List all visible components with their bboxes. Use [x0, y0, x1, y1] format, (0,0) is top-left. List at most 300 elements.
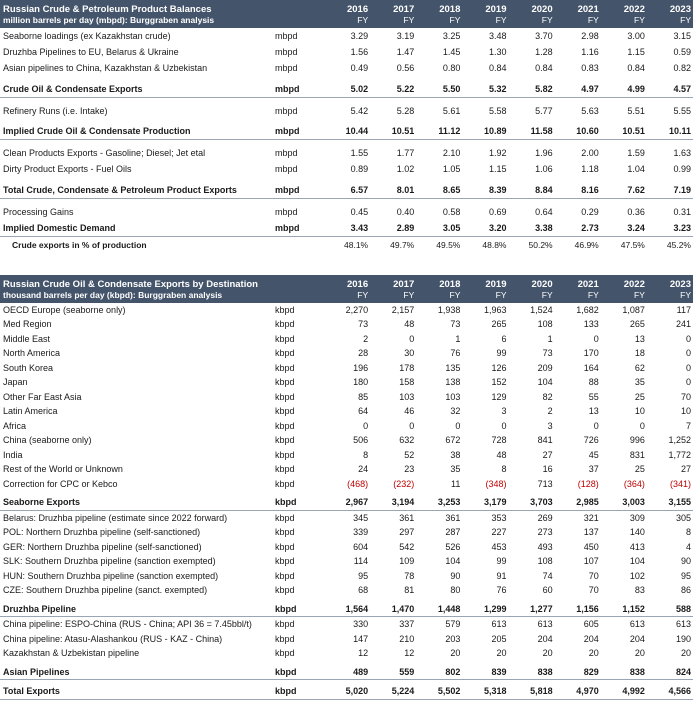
table-row	[0, 404, 693, 419]
cell-value: 86	[680, 585, 691, 596]
cell-value: 11.58	[509, 123, 555, 139]
period-header: FY	[647, 290, 693, 303]
cell-value: 265	[491, 319, 507, 330]
table-title: Russian Crude Oil & Condensate Exports by Destination	[0, 275, 272, 290]
cell-value: 339	[353, 527, 369, 538]
cell-value: 109	[399, 556, 415, 567]
table-row	[0, 346, 693, 361]
table-row	[0, 103, 693, 119]
cell-value: 3.25	[442, 30, 461, 41]
cell-value: 1.77	[396, 148, 415, 159]
cell-value: 107	[583, 556, 599, 567]
cell-value: 632	[399, 435, 415, 446]
cell-value: 838	[601, 665, 647, 680]
cell-value: 1.02	[396, 164, 415, 175]
table-row	[0, 332, 693, 347]
cell-value: 0.69	[488, 206, 507, 217]
cell-value: 205	[491, 633, 507, 644]
cell-value: 16	[542, 464, 553, 475]
cell-value: 35	[634, 377, 645, 388]
cell-value: 64	[358, 406, 369, 417]
cell-value: 713	[537, 478, 553, 489]
cell-value: 20	[634, 648, 645, 659]
row-unit: kbpd	[275, 420, 295, 431]
cell-value: 20	[496, 648, 507, 659]
row-unit: kbpd	[272, 684, 324, 699]
cell-value: 108	[537, 319, 553, 330]
year-header: 2016	[324, 0, 370, 15]
cell-value: 526	[445, 541, 461, 552]
cell-value: 1.15	[627, 46, 645, 57]
year-header: 2021	[555, 275, 601, 290]
cell-value: 287	[445, 527, 461, 538]
cell-value: 0	[685, 377, 691, 388]
cell-value: 4,566	[647, 684, 693, 699]
year-header: 2017	[370, 0, 416, 15]
row-label: China (seaborne only)	[3, 435, 92, 446]
cell-value: 265	[629, 319, 645, 330]
table-row	[0, 204, 693, 220]
cell-value: 10.51	[370, 123, 416, 139]
table-row	[0, 617, 693, 632]
cell-value: 95	[680, 570, 691, 581]
cell-value: 672	[445, 435, 461, 446]
period-header: FY	[555, 290, 601, 303]
cell-value: 413	[629, 541, 645, 552]
cell-value: 588	[647, 602, 693, 617]
cell-value: 838	[509, 665, 555, 680]
row-unit: kbpd	[275, 449, 295, 460]
cell-value: 10.51	[601, 123, 647, 139]
cell-value: 196	[353, 362, 369, 373]
cell-value: 5.77	[535, 105, 553, 116]
row-label: Correction for CPC or Kebco	[3, 478, 118, 489]
table-row	[0, 540, 693, 555]
row-unit: kbpd	[275, 585, 295, 596]
cell-value: 1.56	[350, 46, 369, 57]
cell-value: 273	[537, 527, 553, 538]
cell-value: 27	[680, 464, 691, 475]
row-unit	[272, 236, 324, 252]
cell-value: 453	[491, 541, 507, 552]
table-row	[0, 583, 693, 598]
cell-value: 0	[363, 420, 369, 431]
table-total-row	[0, 81, 693, 97]
cell-value: 25	[634, 464, 645, 475]
cell-value: 27	[542, 449, 553, 460]
row-unit: kbpd	[272, 665, 324, 680]
cell-value: 3,703	[509, 495, 555, 510]
row-label: Japan	[3, 377, 28, 388]
cell-value: 8.01	[370, 182, 416, 198]
cell-value: 605	[583, 619, 599, 630]
cell-value: 1,564	[324, 602, 370, 617]
table-row	[0, 161, 693, 177]
table-row	[0, 60, 693, 76]
cell-value: 1.63	[673, 148, 691, 159]
cell-value: 829	[555, 665, 601, 680]
cell-value: 330	[353, 619, 369, 630]
cell-value: 1.28	[535, 46, 553, 57]
table-row	[0, 646, 693, 661]
cell-value: 353	[491, 512, 507, 523]
cell-value: 135	[445, 362, 461, 373]
row-label: HUN: Southern Druzhba pipeline (sanction exempted)	[3, 570, 219, 581]
row-label: Other Far East Asia	[3, 391, 82, 402]
cell-value: (232)	[393, 478, 415, 489]
cell-value: 5.28	[396, 105, 415, 116]
cell-value: 46.9%	[574, 239, 599, 250]
cell-value: 361	[399, 512, 415, 523]
cell-value: 337	[399, 619, 415, 630]
row-label: Crude exports in % of production	[12, 239, 147, 250]
cell-value: 13	[634, 333, 645, 344]
cell-value: 3,003	[601, 495, 647, 510]
cell-value: 190	[675, 633, 691, 644]
row-unit: mbpd	[275, 164, 298, 175]
cell-value: 0.84	[627, 62, 645, 73]
cell-value: 1,087	[622, 304, 645, 315]
row-unit: mbpd	[275, 30, 298, 41]
period-header: FY	[324, 290, 370, 303]
cell-value: 0.36	[627, 206, 645, 217]
cell-value: 613	[675, 619, 691, 630]
table-total-row	[0, 684, 693, 699]
cell-value: 1.96	[535, 148, 553, 159]
cell-value: 46	[404, 406, 415, 417]
year-header: 2019	[462, 275, 508, 290]
cell-value: 20	[450, 648, 461, 659]
cell-value: 1,152	[601, 602, 647, 617]
cell-value: 3.29	[350, 30, 369, 41]
row-unit: kbpd	[275, 633, 295, 644]
cell-value: 4.97	[555, 81, 601, 97]
year-header: 2019	[462, 0, 508, 15]
row-unit: kbpd	[275, 406, 295, 417]
table-row	[0, 236, 693, 252]
cell-value: 506	[353, 435, 369, 446]
cell-value: 493	[537, 541, 553, 552]
period-header: FY	[416, 290, 462, 303]
row-unit: mbpd	[272, 81, 324, 97]
cell-value: 158	[399, 377, 415, 388]
cell-value: 0.64	[535, 206, 553, 217]
cell-value: 3.70	[535, 30, 553, 41]
table-total-row	[0, 495, 693, 510]
cell-value: 30	[404, 348, 415, 359]
cell-value: 0.99	[673, 164, 691, 175]
cell-value: 8	[685, 527, 691, 538]
cell-value: 164	[583, 362, 599, 373]
table-row	[0, 303, 693, 318]
cell-value: 1.16	[581, 46, 599, 57]
cell-value: 99	[496, 556, 507, 567]
cell-value: 62	[634, 362, 645, 373]
cell-value: 0.84	[535, 62, 553, 73]
cell-value: 49.5%	[436, 239, 461, 250]
cell-value: 49.7%	[390, 239, 415, 250]
cell-value: 0.84	[488, 62, 507, 73]
row-unit: kbpd	[275, 478, 295, 489]
cell-value: 2.98	[581, 30, 599, 41]
cell-value: 5.22	[370, 81, 416, 97]
cell-value: 450	[583, 541, 599, 552]
cell-value: 1.05	[442, 164, 461, 175]
cell-value: 1.47	[396, 46, 415, 57]
row-label: Implied Domestic Demand	[0, 220, 272, 236]
period-header: FY	[462, 290, 508, 303]
cell-value: 5.42	[350, 105, 369, 116]
cell-value: 0	[685, 362, 691, 373]
row-label: Total Exports	[0, 684, 272, 699]
cell-value: 542	[399, 541, 415, 552]
cell-value: 0	[593, 420, 599, 431]
section-gap	[0, 253, 693, 275]
cell-value: 7.19	[647, 182, 693, 198]
cell-value: 24	[358, 464, 369, 475]
period-header: FY	[509, 290, 555, 303]
cell-value: 45	[588, 449, 599, 460]
cell-value: 996	[629, 435, 645, 446]
cell-value: 3.48	[488, 30, 507, 41]
period-header: FY	[601, 290, 647, 303]
cell-value: 3	[501, 406, 507, 417]
cell-value: 5.58	[488, 105, 507, 116]
cell-value: 321	[583, 512, 599, 523]
row-unit: mbpd	[275, 46, 298, 57]
table-total-row	[0, 665, 693, 680]
row-label: Dirty Product Exports - Fuel Oils	[3, 164, 132, 175]
row-unit: kbpd	[275, 648, 295, 659]
cell-value: 10.44	[324, 123, 370, 139]
table-row	[0, 145, 693, 161]
table-header-row	[0, 275, 693, 290]
cell-value: 25	[634, 391, 645, 402]
cell-value: 3.43	[324, 220, 370, 236]
cell-value: 6	[501, 333, 507, 344]
cell-value: 1,277	[509, 602, 555, 617]
cell-value: 3,194	[370, 495, 416, 510]
cell-value: 83	[634, 585, 645, 596]
row-label: CZE: Southern Druzhba pipeline (sanct. exempted)	[3, 585, 208, 596]
row-label: Implied Crude Oil & Condensate Production	[0, 123, 272, 139]
row-unit: mbpd	[275, 62, 298, 73]
cell-value: 38	[450, 449, 461, 460]
table-row	[0, 317, 693, 332]
cell-value: 28	[358, 348, 369, 359]
cell-value: 152	[491, 377, 507, 388]
row-unit: mbpd	[272, 220, 324, 236]
cell-value: 5.32	[462, 81, 508, 97]
cell-value: 85	[358, 391, 369, 402]
cell-value: 103	[445, 391, 461, 402]
cell-value: 114	[353, 556, 369, 567]
row-unit: kbpd	[272, 495, 324, 510]
cell-value: 117	[676, 304, 691, 315]
cell-value: 269	[537, 512, 553, 523]
table-header-row	[0, 0, 693, 15]
cell-value: 0.49	[350, 62, 369, 73]
cell-value: 82	[542, 391, 553, 402]
cell-value: 0	[501, 420, 507, 431]
table-subheader-row	[0, 15, 693, 28]
row-label: Clean Products Exports - Gasoline; Diesel; Jet etal	[3, 148, 206, 159]
row-unit: kbpd	[275, 556, 295, 567]
table-row	[0, 28, 693, 44]
row-label: GER: Northern Druzhba pipeline (self-sanctioned)	[3, 541, 202, 552]
cell-value: 45.2%	[666, 239, 691, 250]
cell-value: 559	[370, 665, 416, 680]
cell-value: 0	[593, 333, 599, 344]
year-header: 2022	[601, 0, 647, 15]
cell-value: 10.11	[647, 123, 693, 139]
period-header: FY	[462, 15, 508, 28]
cell-value: 1,524	[530, 304, 553, 315]
cell-value: 37	[588, 464, 599, 475]
row-label: SLK: Southern Druzhba pipeline (sanction exempted)	[3, 556, 216, 567]
cell-value: 2.00	[581, 148, 599, 159]
cell-value: 12	[404, 648, 415, 659]
cell-value: (348)	[485, 478, 507, 489]
table-row	[0, 525, 693, 540]
cell-value: 5.02	[324, 81, 370, 97]
row-unit: kbpd	[275, 319, 295, 330]
row-label: Total Crude, Condensate & Petroleum Product Exports	[0, 182, 272, 198]
cell-value: 841	[537, 435, 553, 446]
cell-value: 297	[399, 527, 415, 538]
cell-value: 126	[491, 362, 507, 373]
cell-value: 3.05	[416, 220, 462, 236]
table-row	[0, 462, 693, 477]
cell-value: 147	[353, 633, 369, 644]
cell-value: 4	[685, 541, 691, 552]
cell-value: 361	[445, 512, 461, 523]
cell-value: 103	[399, 391, 415, 402]
cell-value: 10	[634, 406, 645, 417]
row-label: Crude Oil & Condensate Exports	[0, 81, 272, 97]
period-header: FY	[601, 15, 647, 28]
table-row	[0, 419, 693, 434]
table-subtitle: million barrels per day (mbpd): Burggraben analysis	[0, 15, 272, 28]
cell-value: 180	[353, 377, 369, 388]
table-row	[0, 433, 693, 448]
cell-value: 129	[491, 391, 507, 402]
row-label: Seaborne Exports	[0, 495, 272, 510]
cell-value: 104	[629, 556, 645, 567]
cell-value: 5,318	[462, 684, 508, 699]
table-total-row	[0, 220, 693, 236]
cell-value: 7	[685, 420, 691, 431]
exports-by-destination-table	[0, 275, 693, 700]
cell-value: 3,155	[647, 495, 693, 510]
cell-value: 50.2%	[528, 239, 553, 250]
period-header: FY	[647, 15, 693, 28]
cell-value: 4.57	[647, 81, 693, 97]
cell-value: 0.59	[673, 46, 691, 57]
cell-value: 203	[445, 633, 461, 644]
cell-value: 52	[404, 449, 415, 460]
cell-value: 170	[583, 348, 599, 359]
cell-value: 0.31	[673, 206, 691, 217]
cell-value: 1.06	[535, 164, 553, 175]
year-header: 2021	[555, 0, 601, 15]
cell-value: 5.51	[627, 105, 645, 116]
cell-value: 210	[399, 633, 415, 644]
row-unit: kbpd	[275, 377, 295, 388]
cell-value: 1.92	[488, 148, 507, 159]
cell-value: 204	[629, 633, 645, 644]
row-label: Druzhba Pipeline	[0, 602, 272, 617]
cell-value: 3.00	[627, 30, 645, 41]
cell-value: 10.89	[462, 123, 508, 139]
cell-value: 839	[462, 665, 508, 680]
cell-value: 1,963	[483, 304, 507, 315]
row-unit: mbpd	[272, 182, 324, 198]
cell-value: 0.45	[350, 206, 369, 217]
cell-value: 1,682	[576, 304, 599, 315]
cell-value: 6.57	[324, 182, 370, 198]
row-label: Belarus: Druzhba pipeline (estimate since 2022 forward)	[3, 512, 228, 523]
table-total-row	[0, 123, 693, 139]
cell-value: 4,970	[555, 684, 601, 699]
cell-value: 0.40	[396, 206, 415, 217]
cell-value: 90	[680, 556, 691, 567]
row-unit: kbpd	[275, 570, 295, 581]
cell-value: 604	[353, 541, 369, 552]
cell-value: 18	[634, 348, 645, 359]
cell-value: 8.16	[555, 182, 601, 198]
cell-value: 5.61	[442, 105, 461, 116]
cell-value: 11	[451, 478, 461, 489]
row-unit: mbpd	[272, 123, 324, 139]
cell-value: 0.89	[350, 164, 369, 175]
cell-value: 137	[583, 527, 599, 538]
row-label: POL: Northern Druzhba pipeline (self-sanctioned)	[3, 527, 201, 538]
cell-value: 8.39	[462, 182, 508, 198]
row-label: India	[3, 449, 23, 460]
cell-value: 133	[583, 319, 599, 330]
cell-value: 345	[353, 512, 369, 523]
cell-value: 1,470	[370, 602, 416, 617]
row-label: North America	[3, 348, 61, 359]
year-header: 2018	[416, 275, 462, 290]
cell-value: 824	[647, 665, 693, 680]
cell-value: 12	[358, 648, 369, 659]
cell-value: 5,502	[416, 684, 462, 699]
cell-value: 47.5%	[620, 239, 645, 250]
row-label: Asian Pipelines	[0, 665, 272, 680]
table-row	[0, 448, 693, 463]
cell-value: 0	[409, 420, 415, 431]
cell-value: 76	[496, 585, 507, 596]
cell-value: (468)	[347, 478, 369, 489]
cell-value: 1.30	[488, 46, 507, 57]
row-unit: mbpd	[275, 105, 298, 116]
table-row	[0, 361, 693, 376]
row-unit: kbpd	[275, 391, 295, 402]
cell-value: 74	[542, 570, 553, 581]
row-label: Rest of the World or Unknown	[3, 464, 123, 475]
cell-value: 204	[537, 633, 553, 644]
year-header: 2022	[601, 275, 647, 290]
cell-value: 73	[358, 319, 369, 330]
cell-value: 104	[445, 556, 461, 567]
cell-value: 11.12	[416, 123, 462, 139]
cell-value: 726	[583, 435, 599, 446]
product-balances-table	[0, 0, 693, 253]
cell-value: 140	[629, 527, 645, 538]
cell-value: 0	[685, 333, 691, 344]
